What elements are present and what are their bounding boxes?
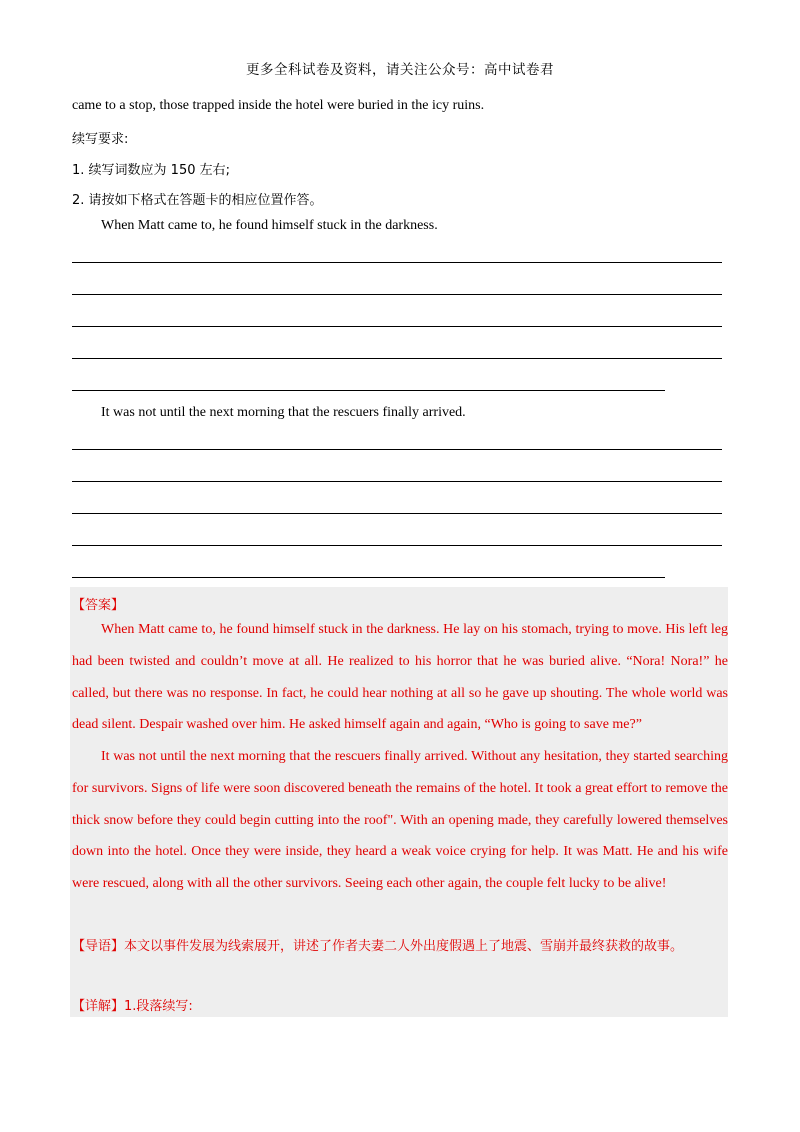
writing-line: [72, 513, 722, 514]
detail-text: 1.段落续写:: [124, 999, 193, 1014]
writing-line: [72, 294, 722, 295]
para2-opening: It was not until the next morning that the rescuers finally arrived.: [101, 405, 466, 420]
guide-section: [72, 931, 722, 963]
writing-line: [72, 545, 722, 546]
writing-line: [72, 577, 665, 578]
answer-tag: 【答案】: [72, 598, 125, 613]
writing-line: [72, 449, 722, 450]
answer-paragraph-1-text: When Matt came to, he found himself stuck in the darkness. He lay on his stomach, trying to move. His left leg had been twisted and couldn’t move at all. He realized to his horror that he was buried alive. “Nora! Nora!” he called, but there was no response. In fact, he could hear nothing at all so he gave up shouting. The whole world was dead silent. Despair washed over him. He asked himself again and again, “Who is going to save me?”: [72, 622, 728, 733]
writing-line: [72, 481, 722, 482]
writing-line: [72, 358, 722, 359]
answer-paragraph-1: [72, 614, 728, 741]
para1-opening: When Matt came to, he found himself stuck in the darkness.: [101, 218, 438, 233]
requirements-title: 续写要求:: [72, 132, 129, 147]
requirement-2: 2. 请按如下格式在答题卡的相应位置作答。: [72, 193, 323, 208]
writing-line: [72, 326, 722, 327]
requirement-1: 1. 续写词数应为 150 左右;: [72, 163, 230, 178]
page-header: 更多全科试卷及资料，请关注公众号：高中试卷君: [246, 62, 554, 78]
detail-section: [72, 995, 193, 1014]
guide-tag: 【导语】: [72, 939, 125, 954]
detail-tag: 【详解】: [72, 999, 125, 1014]
continuation-text: came to a stop, those trapped inside the hotel were buried in the icy ruins.: [72, 98, 485, 113]
writing-line: [72, 262, 722, 263]
writing-line: [72, 390, 665, 391]
answer-paragraph-2: [72, 741, 728, 900]
answer-paragraph-2-text: It was not until the next morning that the rescuers finally arrived. Without any hesitation, they started searching for survivors. Signs of life were soon discovered beneath the remains of the hotel. It took a great effort to remove the thick snow before they could begin cutting into the roof". With an opening made, they carefully lowered themselves down into the hotel. Once they were inside, they heard a weak voice crying for help. It was Matt. He and his wife were rescued, along with all the other survivors. Seeing each other again, the couple felt lucky to be alive!: [72, 749, 728, 892]
guide-text: 本文以事件发展为线索展开，讲述了作者夫妻二人外出度假遇上了地震、雪崩并最终获救的故事。: [124, 939, 684, 954]
